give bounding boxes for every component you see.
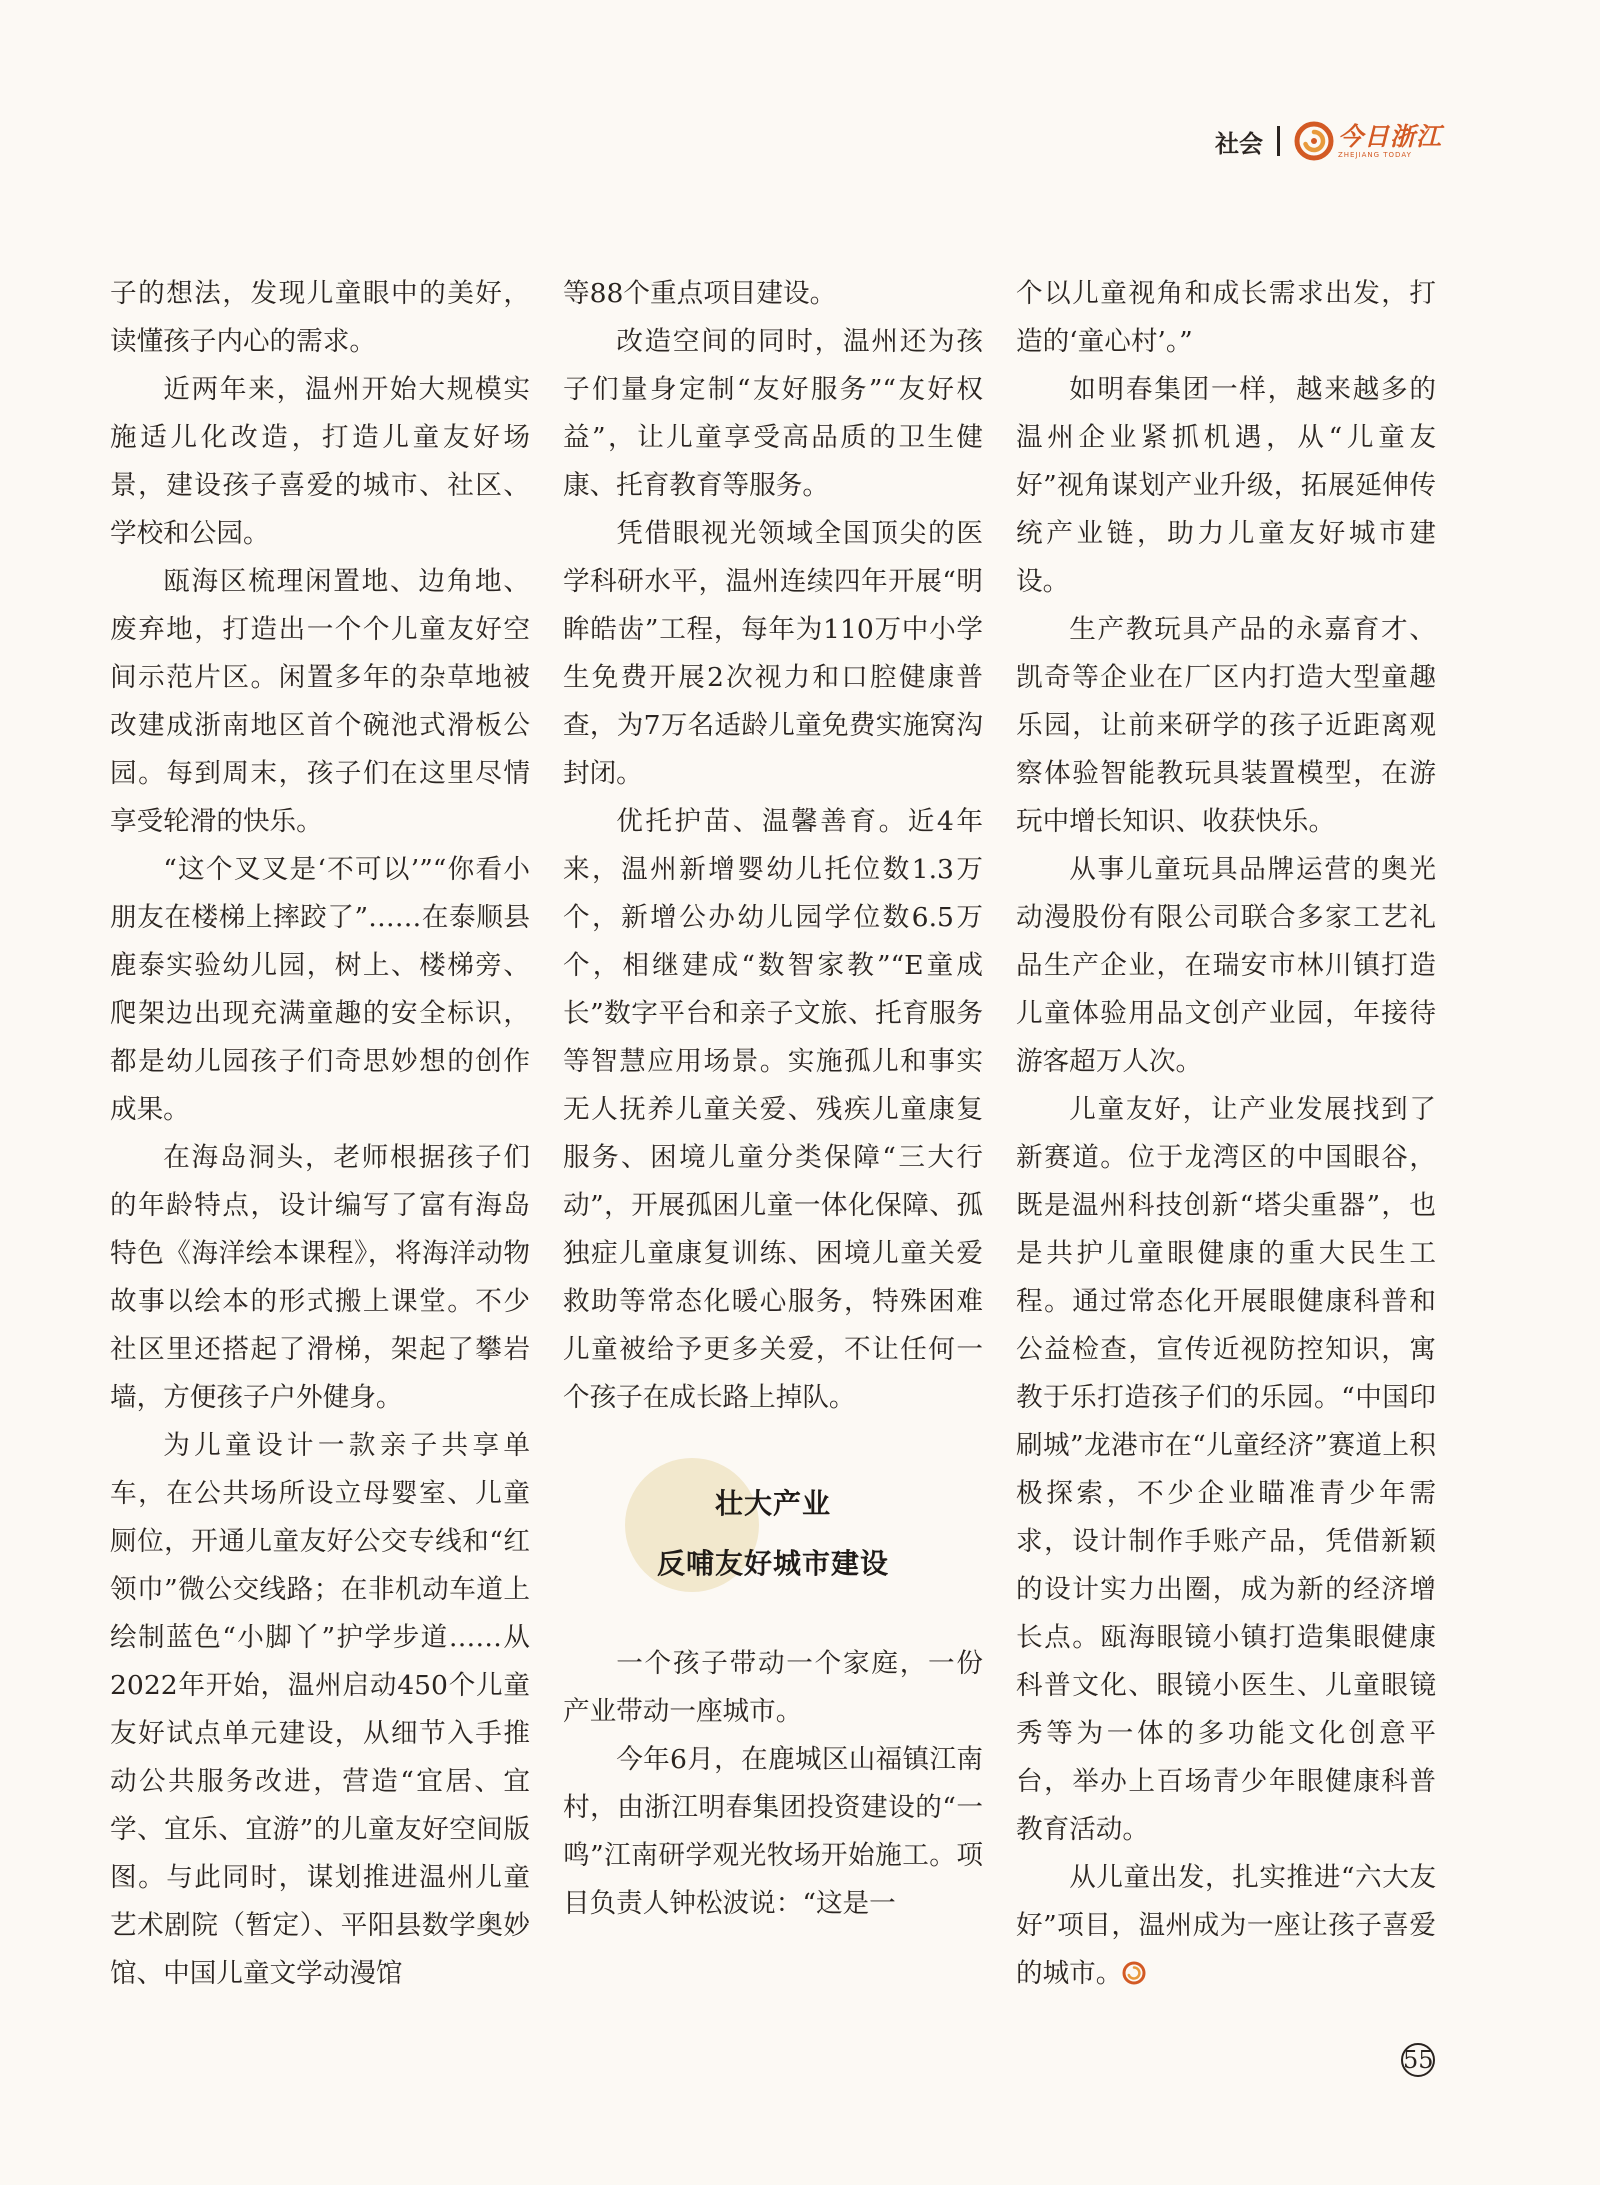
article-paragraph: 儿童友好，让产业发展找到了新赛道。位于龙湾区的中国眼谷，既是温州科技创新“塔尖重器”，也是共护儿童眼健康的重大民生工程。通过常态化开展眼健康科普和公益检查，宣传近视防控知识，寓教于乐打造孩子们的乐园。“中国印刷城”龙港市在“儿童经济”赛道上积极探索，不少企业瞄准青少年需求，设计制作手账产品，凭借新颖的设计实力出圈，成为新的经济增长点。瓯海眼镜小镇打造集眼健康科普文化、眼镜小医生、儿童眼镜秀等为一体的多功能文化创意平台，举办上百场青少年眼健康科普教育活动。 [1016, 1094, 1436, 1845]
article-final-paragraph [1016, 1854, 1436, 1998]
article-paragraph: 如明春集团一样，越来越多的温州企业紧抓机遇，从“儿童友好”视角谋划产业升级，拓展延伸传统产业链，助力儿童友好城市建设。 [1016, 374, 1436, 597]
article-paragraph-text: 从儿童出发，扎实推进“六大友好”项目，温州成为一座让孩子喜爱的城市。 [1016, 1862, 1436, 1989]
article-paragraph: 生产教玩具产品的永嘉育才、凯奇等企业在厂区内打造大型童趣乐园，让前来研学的孩子近距离观察体验智能教玩具装置模型，在游玩中增长知识、收获快乐。 [1016, 614, 1436, 837]
page-number: 55 [1401, 2043, 1435, 2077]
subheading-line-1: 壮大产业 [714, 1487, 831, 1520]
article-paragraph: “这个叉叉是‘不可以’”“你看小朋友在楼梯上摔跤了”……在泰顺县鹿泰实验幼儿园，树上、楼梯旁、爬架边出现充满童趣的安全标识，都是幼儿园孩子们奇思妙想的创作成果。 [110, 854, 530, 1125]
article-paragraph: 子的想法，发现儿童眼中的美好，读懂孩子内心的需求。 [110, 278, 530, 357]
article-paragraph: 等88个重点项目建设。 [563, 278, 837, 309]
subheading-line-2: 反哺友好城市建设 [656, 1547, 889, 1580]
brand-logo [1294, 121, 1442, 161]
brand-name-en: ZHEJIANG TODAY [1337, 150, 1412, 159]
header-divider [1277, 126, 1280, 156]
article-paragraph: 近两年来，温州开始大规模实施适儿化改造，打造儿童友好场景，建设孩子喜爱的城市、社区、学校和公园。 [110, 374, 530, 549]
article-column-1 [110, 270, 530, 1998]
article-paragraph: 为儿童设计一款亲子共享单车，在公共场所设立母婴室、儿童厕位，开通儿童友好公交专线和“红领巾”微公交线路；在非机动车道上绘制蓝色“小脚丫”护学步道……从2022年开始，温州启动450个儿童友好试点单元建设，从细节入手推动公共服务改进，营造“宜居、宜学、宜乐、宜游”的儿童友好空间版图。与此同时，谋划推进温州儿童艺术剧院（暂定）、平阳县数学奥妙馆、中国儿童文学动漫馆 [110, 1430, 530, 1989]
brand-swirl-icon [1294, 121, 1334, 161]
section-label: 社会 [1214, 129, 1263, 158]
article-paragraph: 从事儿童玩具品牌运营的奥光动漫股份有限公司联合多家工艺礼品生产企业，在瑞安市林川镇打造儿童体验用品文创产业园，年接待游客超万人次。 [1016, 854, 1436, 1077]
end-mark-icon [1122, 1961, 1146, 1985]
article-paragraph: 凭借眼视光领域全国顶尖的医学科研水平，温州连续四年开展“明眸皓齿”工程，每年为110万中小学生免费开展2次视力和口腔健康普查，为7万名适龄儿童免费实施窝沟封闭。 [563, 518, 983, 789]
article-paragraph: 一个孩子带动一个家庭，一份产业带动一座城市。 [563, 1648, 983, 1727]
article-paragraph: 个以儿童视角和成长需求出发，打造的‘童心村’。” [1016, 278, 1436, 357]
article-paragraph: 改造空间的同时，温州还为孩子们量身定制“友好服务”“友好权益”，让儿童享受高品质的卫生健康、托育教育等服务。 [563, 326, 983, 501]
section-subheading [563, 1448, 983, 1602]
article-paragraph: 瓯海区梳理闲置地、边角地、废弃地，打造出一个个儿童友好空间示范片区。闲置多年的杂草地被改建成浙南地区首个碗池式滑板公园。每到周末，孩子们在这里尽情享受轮滑的快乐。 [110, 566, 530, 837]
brand-name: 今日浙江 [1337, 121, 1442, 151]
article-paragraph: 优托护苗、温馨善育。近4年来，温州新增婴幼儿托位数1.3万个，新增公办幼儿园学位数6.5万个，相继建成“数智家教”“E童成长”数字平台和亲子文旅、托育服务等智慧应用场景。实施孤儿和事实无人抚养儿童关爱、残疾儿童康复服务、困境儿童分类保障“三大行动”，开展孤困儿童一体化保障、孤独症儿童康复训练、困境儿童关爱救助等常态化暖心服务，特殊困难儿童被给予更多关爱，不让任何一个孩子在成长路上掉队。 [563, 806, 983, 1413]
article-paragraph: 在海岛洞头，老师根据孩子们的年龄特点，设计编写了富有海岛特色《海洋绘本课程》，将海洋动物故事以绘本的形式搬上课堂。不少社区里还搭起了滑梯，架起了攀岩墙，方便孩子户外健身。 [110, 1142, 530, 1413]
page-header [1215, 118, 1442, 164]
article-column-2 [563, 270, 983, 1928]
article-column-3 [1016, 270, 1436, 1998]
article-paragraph: 今年6月，在鹿城区山福镇江南村，由浙江明春集团投资建设的“一鸣”江南研学观光牧场开始施工。项目负责人钟松波说：“这是一 [563, 1744, 983, 1919]
